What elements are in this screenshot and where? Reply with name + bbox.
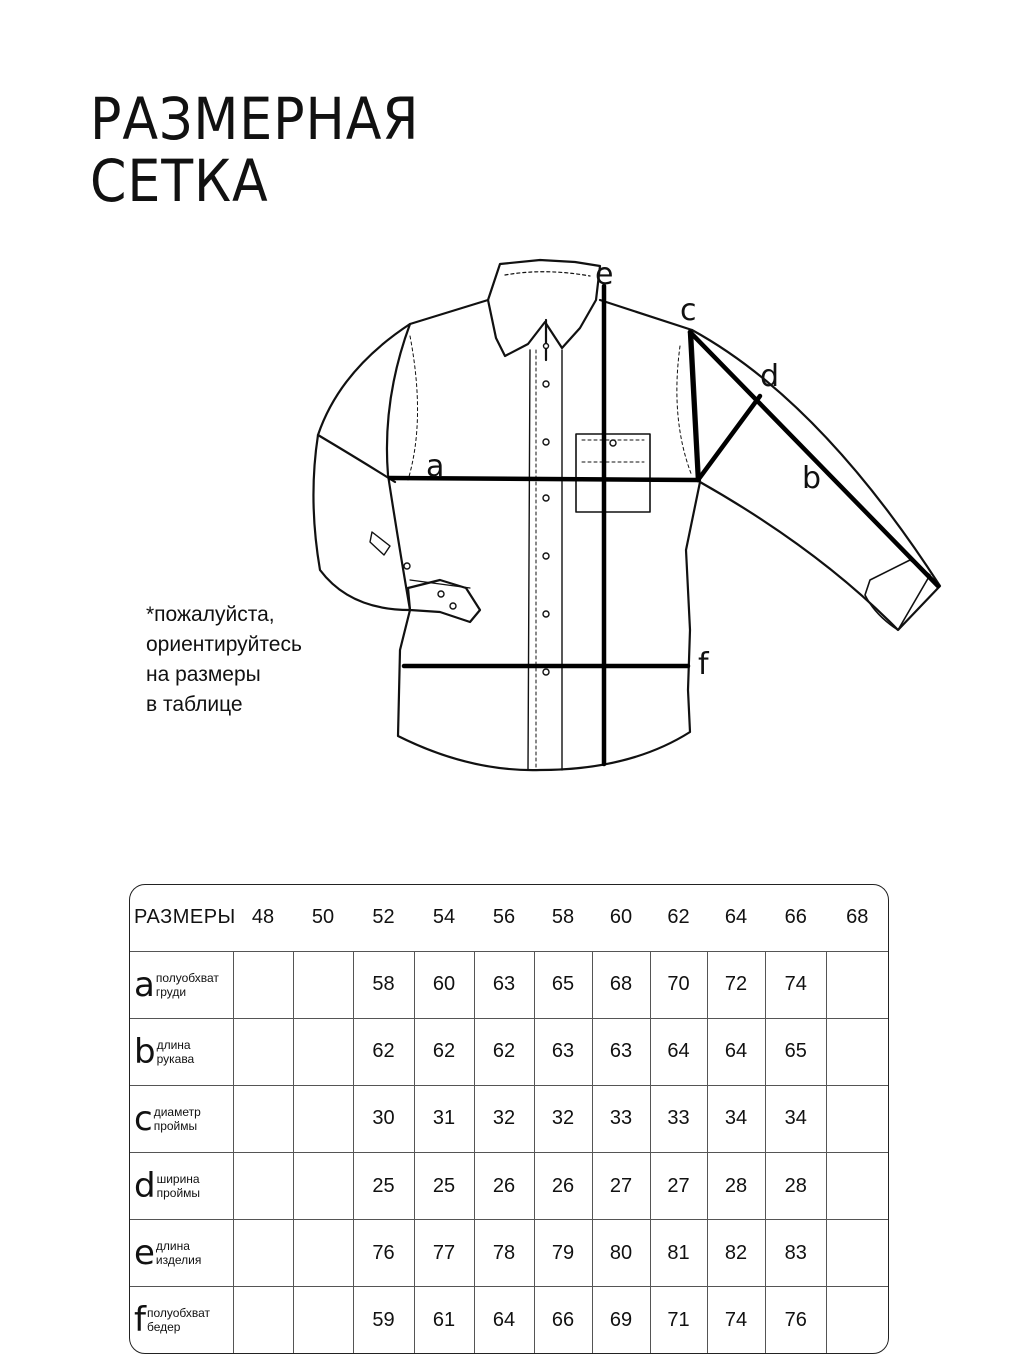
size-header-cell: 50 [293, 885, 353, 951]
size-header-cell: 62 [650, 885, 707, 951]
table-cell: 64 [474, 1287, 534, 1353]
table-row [130, 1018, 888, 1085]
button [543, 439, 549, 445]
table-cell [827, 1287, 889, 1353]
size-header-cell: 64 [707, 885, 765, 951]
size-header-cell: 58 [534, 885, 592, 951]
table-header-row [130, 885, 888, 951]
size-header-cell: 66 [765, 885, 827, 951]
row-label [130, 1085, 233, 1152]
table-cell: 33 [650, 1085, 707, 1152]
row-letter: e [134, 1233, 155, 1274]
table-cell [293, 1152, 353, 1219]
table-cell: 62 [353, 1018, 414, 1085]
row-desc-2: рукава [156, 1051, 195, 1066]
table-row [130, 1220, 888, 1287]
table-cell: 76 [765, 1287, 827, 1353]
table-cell [293, 1220, 353, 1287]
row-label [130, 1018, 233, 1085]
table-cell: 34 [707, 1085, 765, 1152]
table-cell [233, 1220, 293, 1287]
table-cell [293, 1018, 353, 1085]
table-cell: 32 [474, 1085, 534, 1152]
table-cell: 70 [650, 951, 707, 1018]
shirt-body [387, 300, 700, 770]
table-cell: 61 [414, 1287, 474, 1353]
row-desc-1: полуобхват [146, 1306, 211, 1321]
note-line-1: *пожалуйста, [146, 603, 275, 626]
table-cell [293, 1085, 353, 1152]
size-header-cell: 48 [233, 885, 293, 951]
title-line-1: РАЗМЕРНАЯ [90, 85, 420, 153]
table-cell: 33 [592, 1085, 650, 1152]
row-letter: a [134, 964, 155, 1005]
size-header-cell: 56 [474, 885, 534, 951]
table-cell: 71 [650, 1287, 707, 1353]
table-cell: 64 [707, 1018, 765, 1085]
table-cell: 58 [353, 951, 414, 1018]
button [544, 344, 549, 349]
size-note [146, 600, 302, 720]
table-cell: 28 [765, 1152, 827, 1219]
table-cell [827, 1018, 889, 1085]
table-cell [827, 1152, 889, 1219]
table-cell [293, 951, 353, 1018]
table-cell: 76 [353, 1220, 414, 1287]
table-cell: 28 [707, 1152, 765, 1219]
note-line-4: в таблице [146, 693, 243, 716]
left-cuff [408, 580, 480, 622]
table-cell: 64 [650, 1018, 707, 1085]
button [543, 669, 549, 675]
label-c: c [680, 293, 697, 328]
table-row [130, 1287, 888, 1353]
table-cell: 32 [534, 1085, 592, 1152]
size-header-cell: 54 [414, 885, 474, 951]
table-cell: 25 [353, 1152, 414, 1219]
table-cell: 30 [353, 1085, 414, 1152]
label-a: a [426, 449, 445, 484]
table-cell: 66 [534, 1287, 592, 1353]
table-cell: 74 [765, 951, 827, 1018]
row-label [130, 951, 233, 1018]
measure-line-d [698, 396, 760, 480]
button [543, 553, 549, 559]
table-cell: 72 [707, 951, 765, 1018]
row-letter: f [134, 1300, 146, 1341]
table-cell: 62 [414, 1018, 474, 1085]
table-cell [827, 951, 889, 1018]
table-cell: 78 [474, 1220, 534, 1287]
row-label [130, 1220, 233, 1287]
measure-line-b [690, 332, 938, 586]
button [543, 495, 549, 501]
table-cell: 26 [534, 1152, 592, 1219]
row-desc-1: длина [155, 1239, 190, 1254]
table-cell: 59 [353, 1287, 414, 1353]
pocket-button [610, 440, 616, 446]
left-sleeve [313, 324, 410, 610]
row-letter: c [134, 1098, 153, 1139]
table-cell [233, 1152, 293, 1219]
table-row [130, 1152, 888, 1219]
table-cell [293, 1287, 353, 1353]
row-desc-2: проймы [153, 1118, 198, 1133]
size-header-cell: 60 [592, 885, 650, 951]
table-cell [827, 1085, 889, 1152]
label-f: f [698, 647, 709, 682]
table-cell: 81 [650, 1220, 707, 1287]
table-cell: 60 [414, 951, 474, 1018]
placket [528, 350, 562, 770]
size-header-cell: 52 [353, 885, 414, 951]
table-cell [233, 1085, 293, 1152]
table-cell: 27 [592, 1152, 650, 1219]
table-cell: 83 [765, 1220, 827, 1287]
row-letter: b [134, 1031, 156, 1072]
row-desc-1: длина [156, 1037, 191, 1052]
table-cell: 82 [707, 1220, 765, 1287]
table-cell: 63 [592, 1018, 650, 1085]
label-b: b [802, 461, 822, 496]
label-e: e [595, 257, 614, 292]
table-cell: 65 [534, 951, 592, 1018]
table-cell [233, 951, 293, 1018]
size-table [129, 884, 889, 1354]
table-cell [233, 1018, 293, 1085]
size-header-cell: 68 [827, 885, 889, 951]
note-line-2: ориентируйтесь [146, 633, 302, 656]
shirt-diagram [300, 250, 960, 790]
table-cell: 62 [474, 1018, 534, 1085]
table-cell: 69 [592, 1287, 650, 1353]
row-letter: d [134, 1166, 156, 1207]
table-cell: 26 [474, 1152, 534, 1219]
table-cell: 25 [414, 1152, 474, 1219]
table-cell [827, 1220, 889, 1287]
table-cell: 31 [414, 1085, 474, 1152]
row-label [130, 1152, 233, 1219]
row-desc-2: бедер [146, 1320, 181, 1335]
table-cell: 68 [592, 951, 650, 1018]
table-cell: 34 [765, 1085, 827, 1152]
table-cell: 80 [592, 1220, 650, 1287]
table-cell: 63 [534, 1018, 592, 1085]
page-title [90, 85, 420, 215]
row-desc-2: груди [155, 984, 187, 999]
button [543, 611, 549, 617]
button [543, 381, 549, 387]
row-desc-1: ширина [156, 1172, 200, 1187]
table-cell [233, 1287, 293, 1353]
row-desc-1: полуобхват [155, 970, 219, 985]
table-row [130, 951, 888, 1018]
table-cell: 77 [414, 1220, 474, 1287]
table-row [130, 1085, 888, 1152]
table-cell: 65 [765, 1018, 827, 1085]
table-cell: 63 [474, 951, 534, 1018]
row-desc-2: изделия [155, 1253, 202, 1268]
table-cell: 74 [707, 1287, 765, 1353]
label-d: d [760, 359, 780, 394]
note-line-3: на размеры [146, 663, 261, 686]
row-label [130, 1287, 233, 1353]
table-cell: 27 [650, 1152, 707, 1219]
table-cell: 79 [534, 1220, 592, 1287]
title-line-2: СЕТКА [90, 147, 269, 215]
row-desc-1: диаметр [153, 1104, 201, 1119]
header-label: РАЗМЕРЫ [130, 885, 233, 951]
row-desc-2: проймы [156, 1186, 201, 1201]
